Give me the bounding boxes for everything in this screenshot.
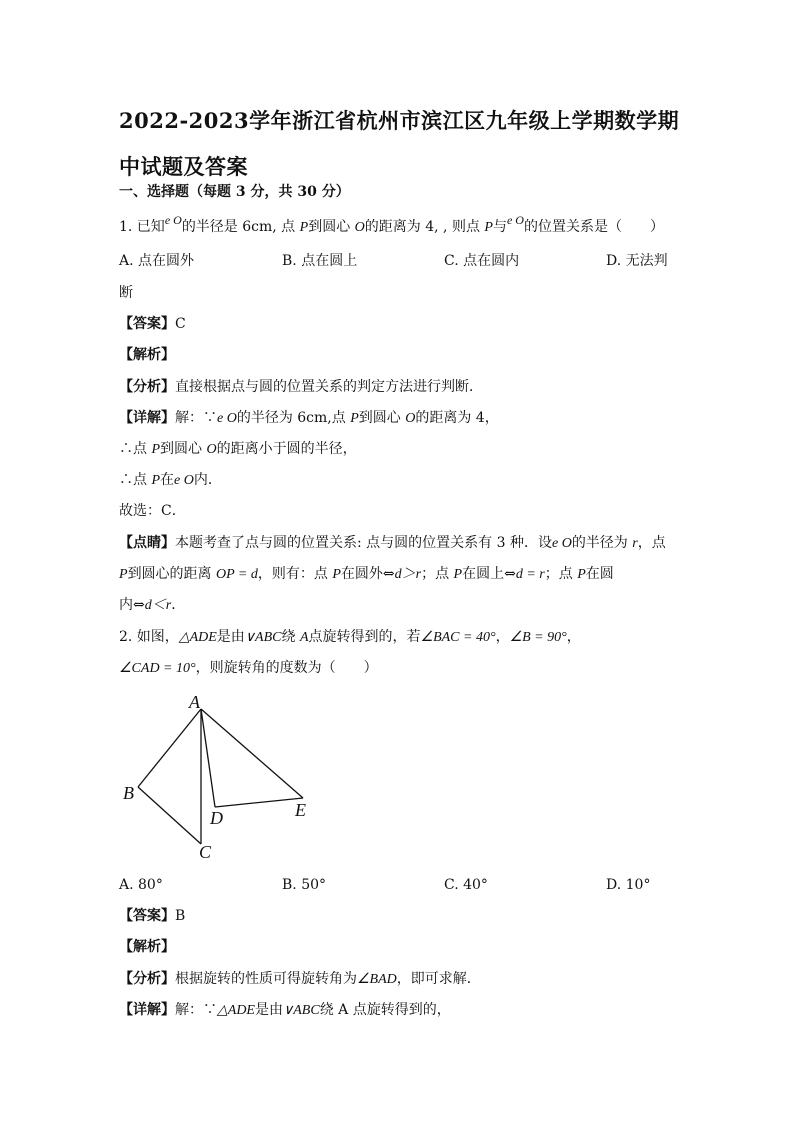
q2-stem-2: ∠CAD = 10°，则旋转角的度数为（ ） bbox=[119, 660, 378, 676]
geometry-figure bbox=[119, 693, 329, 863]
q2-fenxi: 【分析】根据旋转的性质可得旋转角为∠BAD，即可求解． bbox=[119, 971, 481, 987]
q2-option-a: A. 80° bbox=[119, 877, 163, 893]
segment-ae bbox=[201, 709, 303, 798]
q1-dianjing-2: P到圆心的距离 OP = d，则有：点 P在圆外⇔d＞r；点 P在圆上⇔d = r；点 P在圆 bbox=[119, 566, 614, 582]
label-c: C bbox=[199, 842, 212, 862]
q1-option-b: B. 点在圆上 bbox=[282, 253, 358, 269]
q1-xiangjie-2: ∴点 P到圆心 O的距离小于圆的半径， bbox=[119, 441, 357, 457]
q1-option-d-wrap: 断 bbox=[119, 285, 133, 301]
circle-symbol: e O bbox=[164, 213, 182, 227]
q1-choose: 故选：C． bbox=[119, 503, 186, 519]
q2-option-c: C. 40° bbox=[444, 877, 488, 893]
q1-dianjing-3: 内⇔d＜r． bbox=[119, 597, 186, 613]
q1-xiangjie-3: ∴点 P在e O内． bbox=[119, 472, 222, 488]
q1-fenxi: 【分析】直接根据点与圆的位置关系的判定方法进行判断． bbox=[119, 379, 483, 395]
label-e: E bbox=[295, 800, 306, 820]
q1-stem: 1. 已知e O的半径是 6cm, 点 P到圆心 O的距离为 4, , 则点 P与e O的位置关系是（ ） bbox=[119, 213, 664, 235]
q1-option-a: A. 点在圆外 bbox=[119, 253, 195, 269]
q1-xiangjie-1: 【详解】解：∵e O的半径为 6cm,点 P到圆心 O的距离为 4， bbox=[119, 410, 499, 426]
label-a: A bbox=[189, 693, 200, 712]
q2-stem-1: 2. 如图，△ADE是由∨ABC绕 A点旋转得到的，若∠BAC = 40°，∠B = 90°， bbox=[119, 629, 581, 645]
q1-option-d: D. 无法判 bbox=[606, 253, 668, 269]
segment-ab bbox=[138, 709, 201, 787]
segment-de bbox=[215, 798, 303, 807]
page-title: 2022-2023学年浙江省杭州市滨江区九年级上学期数学期中试题及答案 bbox=[119, 108, 680, 179]
q1-answer: 【答案】C bbox=[119, 316, 186, 332]
q2-analysis-tag: 【解析】 bbox=[119, 939, 175, 955]
q2-answer: 【答案】B bbox=[119, 908, 186, 924]
label-d: D bbox=[210, 808, 223, 828]
section-heading: 一、选择题（每题 3 分，共 30 分） bbox=[119, 184, 350, 200]
q2-option-b: B. 50° bbox=[282, 877, 327, 893]
segment-bc bbox=[138, 787, 201, 844]
q2-option-d: D. 10° bbox=[606, 877, 651, 893]
segment-ad bbox=[201, 709, 215, 807]
q2-xiangjie: 【详解】解：∵△ADE是由∨ABC绕 A 点旋转得到的， bbox=[119, 1002, 451, 1018]
q1-option-c: C. 点在圆内 bbox=[444, 253, 520, 269]
q1-dianjing-1: 【点睛】本题考查了点与圆的位置关系: 点与圆的位置关系有 3 种．设e O的半径为 r，点 bbox=[119, 535, 666, 551]
label-b: B bbox=[123, 783, 134, 803]
q1-analysis-tag: 【解析】 bbox=[119, 347, 175, 363]
